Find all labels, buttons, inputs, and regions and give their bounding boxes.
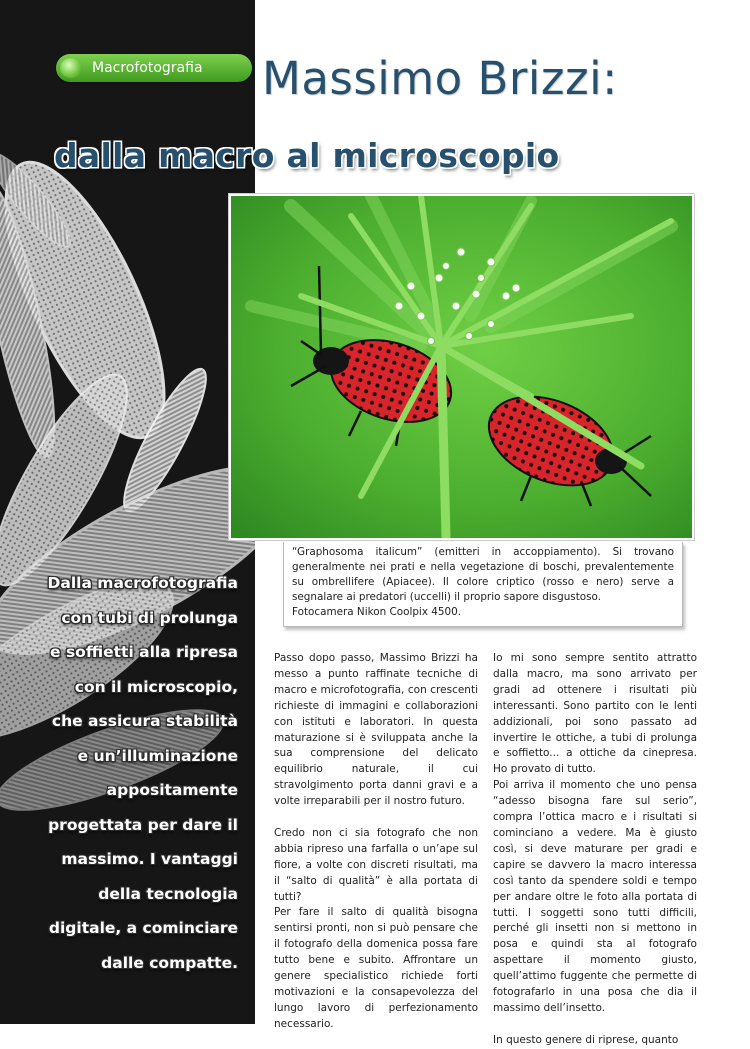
caption-camera: Fotocamera Nikon Coolpix 4500. <box>292 606 462 618</box>
body-paragraph: In questo genere di riprese, quanto <box>493 1033 679 1046</box>
article-subtitle: dalla macro al microscopio <box>54 136 560 175</box>
pull-quote-line: massimo. I vantaggi <box>61 850 238 868</box>
pull-quote-line: dalle compatte. <box>101 953 238 972</box>
body-paragraph: Io mi sono sempre sentito attratto dalla macro, ma sono arrivato per gradi ad ottenere i risultati più interessanti. Sono partito con le lenti addizionali, poi sono passato ad invertire le ottiche, a tubi di prolunga e soffietto... a ottiche da cinepresa. Ho provato di tutto. <box>493 652 697 776</box>
pull-quote-line: della tecnologia <box>98 884 238 903</box>
pull-quote-line: che assicura stabilità <box>51 712 238 730</box>
pull-quote <box>38 566 238 980</box>
section-label: Macrofotografia <box>92 60 203 76</box>
pull-quote-line: digitale, a cominciare <box>48 919 238 937</box>
insect-photo <box>229 194 694 540</box>
body-paragraph: Per fare il salto di qualità bisogna sentirsi pronti, non si può pensare che il fotografo della domenica possa fare tutto bene e subito. Affrontare un genere specialistico richiede forti motivazioni e la consapevolezza del lungo lavoro di perfezionamento necessario. <box>274 906 478 1030</box>
graphosoma-photo-illustration <box>231 196 692 538</box>
section-badge <box>56 54 252 82</box>
pull-quote-line: e un’illuminazione <box>77 746 238 765</box>
caption-text: “Graphosoma italicum” (emitteri in accoppiamento). Si trovano generalmente nei prati e nella vegetazione di boschi, prevalentemente su ombrellifere (Apiacee). Il colore criptico (rosso e nero) serve a segnalare ai predatori (uccelli) il proprio sapore disgustoso. <box>292 546 674 603</box>
pull-quote-line: con tubi di prolunga <box>61 608 238 627</box>
pull-quote-line: con il microscopio, <box>74 677 238 696</box>
body-column-1 <box>274 651 478 1033</box>
article-title: Massimo Brizzi: <box>262 52 618 105</box>
photo-caption <box>283 542 683 627</box>
pull-quote-line: Dalla macrofotografia <box>47 574 238 592</box>
pull-quote-line: appositamente <box>106 781 238 799</box>
green-bullet-icon <box>60 58 82 78</box>
pull-quote-line: e soffietti alla ripresa <box>50 643 238 661</box>
body-column-2 <box>493 651 697 1049</box>
body-paragraph: Passo dopo passo, Massimo Brizzi ha messo a punto raffinate tecniche di macro e microfotografia, con crescenti richieste di immagini e collaborazioni con istituti e laboratori. In questa maturazione si è sviluppata anche la sua comprensione del delicato equilibrio naturale, il cui stravolgimento porta danni gravi e a volte irreparabili per il nostro futuro. <box>274 652 478 808</box>
pull-quote-line: progettata per dare il <box>48 815 238 834</box>
body-paragraph: Credo non ci sia fotografo che non abbia ripreso una farfalla o un’ape sul fiore, a volte con discreti risultati, ma il “salto di qualità” è alla portata di tutti? <box>274 826 478 903</box>
body-paragraph: Poi arriva il momento che uno pensa “adesso bisogna fare sul serio”, compra l’ottica macro e i risultati si cominciano a vedere. Ma è giusto così, si deve maturare per gradi e capire se davvero la macro interessa così tanto da spendere soldi e tempo per andare oltre le foto alla portata di tutti. I soggetti sono tutti difficili, perché gli insetti non si mettono in posa e quindi sta al fotografo aspettare il momento giusto, quell’attimo fuggente che permette di fotografarlo in una posa che dia il massimo dell’insetto. <box>493 779 697 1014</box>
